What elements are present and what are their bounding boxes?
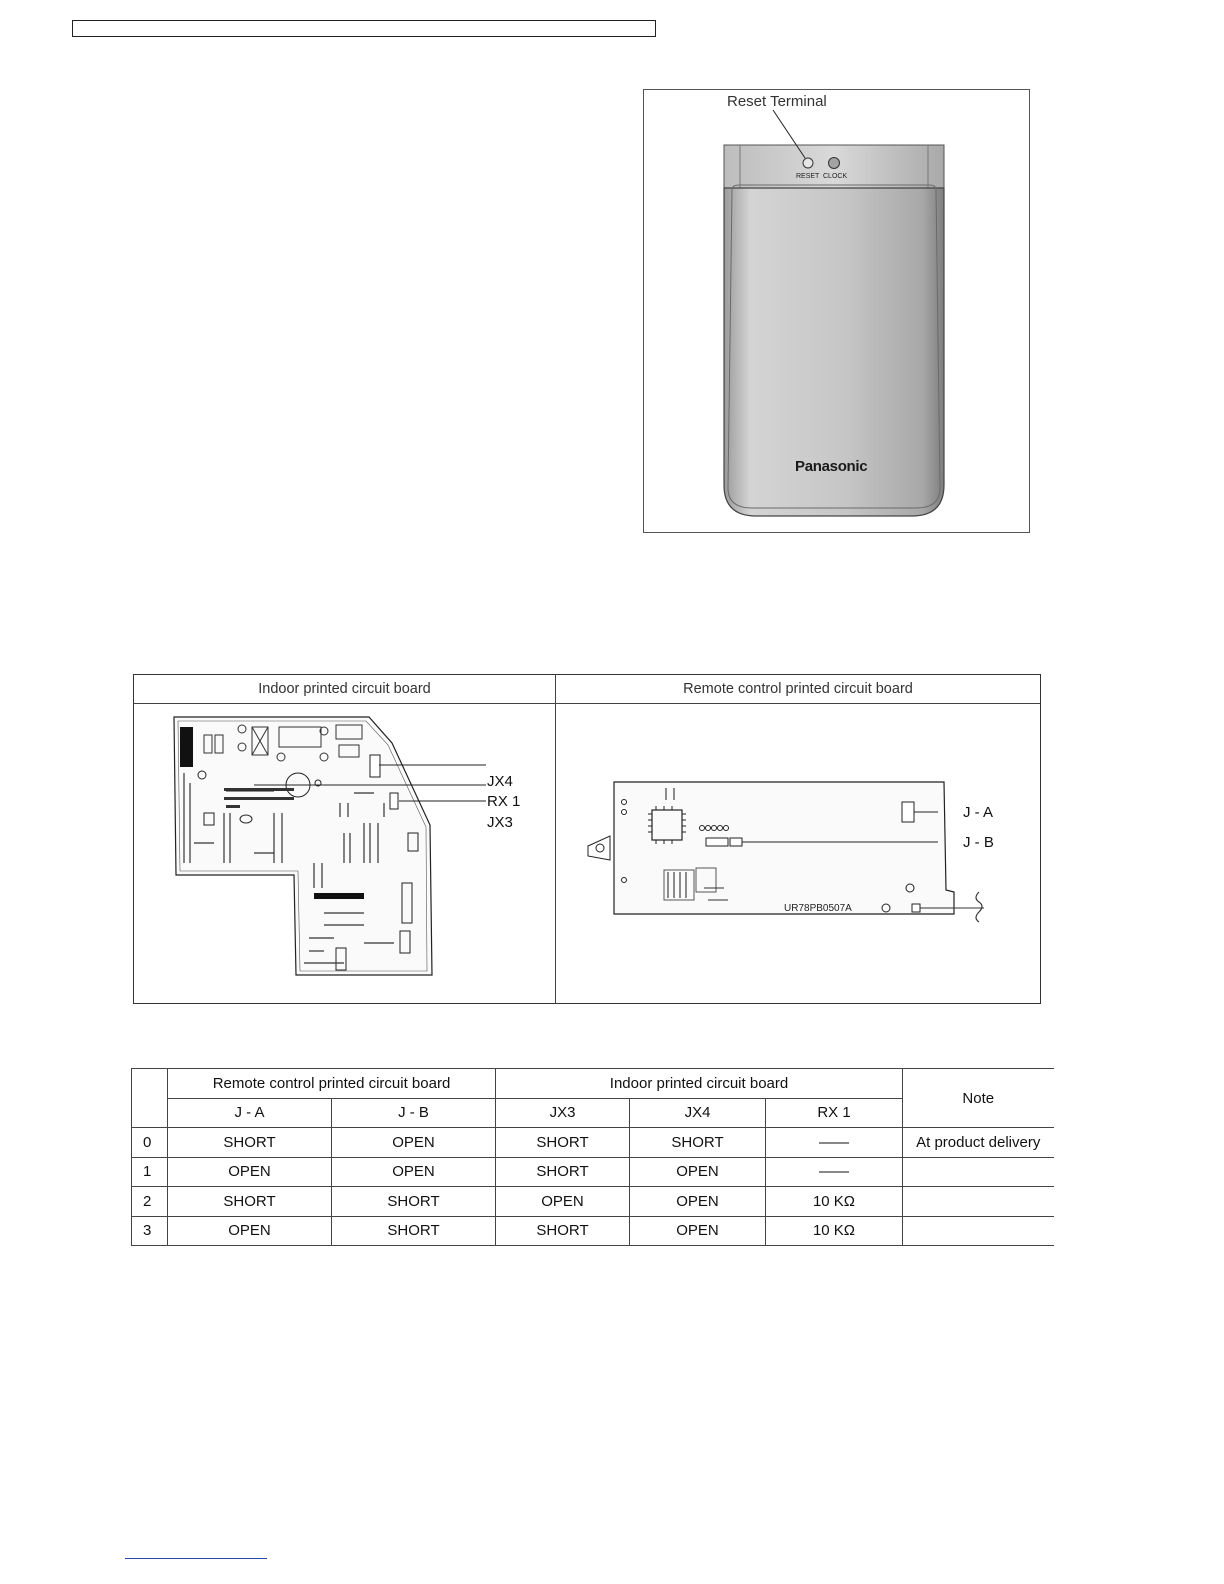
remote-control-figure bbox=[643, 89, 1030, 533]
pcb-figure bbox=[133, 674, 1041, 1004]
cell-jx4: OPEN bbox=[630, 1187, 766, 1217]
jumper-setting-table bbox=[131, 1068, 1054, 1246]
ja-callout: J - A bbox=[963, 804, 994, 821]
cell-ja: SHORT bbox=[168, 1128, 332, 1158]
jx4-callout: JX4 bbox=[487, 773, 513, 790]
cell-jx3: SHORT bbox=[496, 1216, 630, 1246]
note-header: Note bbox=[903, 1069, 1054, 1128]
group-header-indoor: Indoor printed circuit board bbox=[496, 1069, 903, 1099]
cell-jx3: SHORT bbox=[496, 1128, 630, 1158]
cell-jb: SHORT bbox=[332, 1187, 496, 1217]
indoor-pcb-title: Indoor printed circuit board bbox=[134, 675, 555, 704]
table-row bbox=[132, 1128, 1054, 1158]
jb-callout: J - B bbox=[963, 834, 994, 851]
reset-terminal-callout: Reset Terminal bbox=[727, 93, 827, 110]
cell-jx3: SHORT bbox=[496, 1157, 630, 1187]
table-row bbox=[132, 1187, 1054, 1217]
cell-ja: OPEN bbox=[168, 1216, 332, 1246]
table-group-header-row bbox=[132, 1069, 1054, 1099]
table-row bbox=[132, 1157, 1054, 1187]
cell-note: At product delivery bbox=[903, 1128, 1054, 1158]
row-index: 2 bbox=[132, 1187, 168, 1217]
cell-rx1: 10 KΩ bbox=[766, 1216, 903, 1246]
column-header-jx3: JX3 bbox=[496, 1098, 630, 1128]
cell-jx3: OPEN bbox=[496, 1187, 630, 1217]
cell-rx1: 10 KΩ bbox=[766, 1187, 903, 1217]
remote-pcb-drawing bbox=[584, 780, 1024, 930]
row-index: 0 bbox=[132, 1128, 168, 1158]
reset-caption: RESET bbox=[796, 173, 820, 180]
clock-button-icon bbox=[829, 158, 840, 169]
row-index: 3 bbox=[132, 1216, 168, 1246]
cell-jb: OPEN bbox=[332, 1157, 496, 1187]
header-box bbox=[72, 20, 656, 37]
group-header-remote: Remote control printed circuit board bbox=[168, 1069, 496, 1099]
cell-jx4: OPEN bbox=[630, 1157, 766, 1187]
cell-note bbox=[903, 1216, 1054, 1246]
column-header-jb: J - B bbox=[332, 1098, 496, 1128]
clock-caption: CLOCK bbox=[823, 173, 848, 180]
reset-button-icon bbox=[803, 158, 813, 168]
remote-pcb-title: Remote control printed circuit board bbox=[556, 675, 1040, 704]
rx1-callout: RX 1 bbox=[487, 793, 521, 810]
cell-note bbox=[903, 1157, 1054, 1187]
cell-ja: SHORT bbox=[168, 1187, 332, 1217]
jx3-callout: JX3 bbox=[487, 814, 513, 831]
footer-link-underline[interactable] bbox=[125, 1558, 267, 1559]
remote-pcb-marking: UR78PB0507A bbox=[784, 903, 852, 914]
row-index: 1 bbox=[132, 1157, 168, 1187]
pcb-divider bbox=[555, 675, 556, 1003]
table-row bbox=[132, 1216, 1054, 1246]
indoor-pcb-drawing bbox=[164, 713, 554, 985]
table-corner-cell bbox=[132, 1069, 168, 1128]
cell-rx1: —— bbox=[766, 1128, 903, 1158]
column-header-rx1: RX 1 bbox=[766, 1098, 903, 1128]
column-header-ja: J - A bbox=[168, 1098, 332, 1128]
cell-note bbox=[903, 1187, 1054, 1217]
column-header-jx4: JX4 bbox=[630, 1098, 766, 1128]
cell-jx4: SHORT bbox=[630, 1128, 766, 1158]
cell-ja: OPEN bbox=[168, 1157, 332, 1187]
cell-jb: SHORT bbox=[332, 1216, 496, 1246]
cell-jb: OPEN bbox=[332, 1128, 496, 1158]
cell-rx1: —— bbox=[766, 1157, 903, 1187]
brand-logo: Panasonic bbox=[795, 458, 868, 475]
cell-jx4: OPEN bbox=[630, 1216, 766, 1246]
